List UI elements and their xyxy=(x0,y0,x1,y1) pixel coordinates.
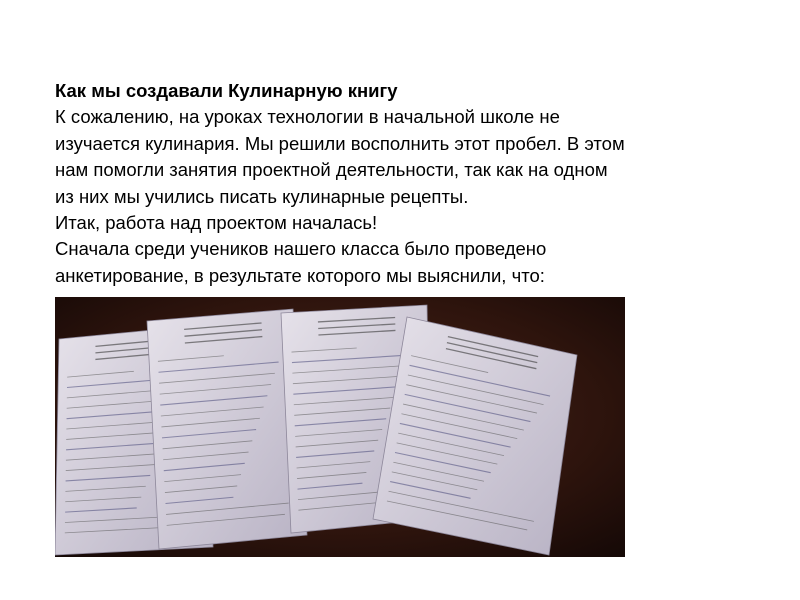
body-line-3: нам помогли занятия проектной деятельности, так как на одном xyxy=(55,159,608,181)
body-line-2: изучается кулинария. Мы решили восполнить этот пробел. В этом xyxy=(55,132,625,154)
slide-text-block xyxy=(55,78,755,289)
questionnaires-photo xyxy=(55,297,625,557)
body-line-1: К сожалению, на уроках технологии в начальной школе не xyxy=(55,106,560,128)
body-line-4: из них мы учились писать кулинарные рецепты. xyxy=(55,185,469,207)
body-line-7: анкетирование, в результате которого мы выяснили, что: xyxy=(55,264,545,286)
body-line-5: Итак, работа над проектом началась! xyxy=(55,212,378,234)
questionnaire-sheet-4 xyxy=(373,317,577,555)
questionnaires-photo-image xyxy=(55,297,625,557)
body-line-6: Сначала среди учеников нашего класса было проведено xyxy=(55,238,547,260)
slide-title: Как мы создавали Кулинарную книгу xyxy=(55,80,398,101)
